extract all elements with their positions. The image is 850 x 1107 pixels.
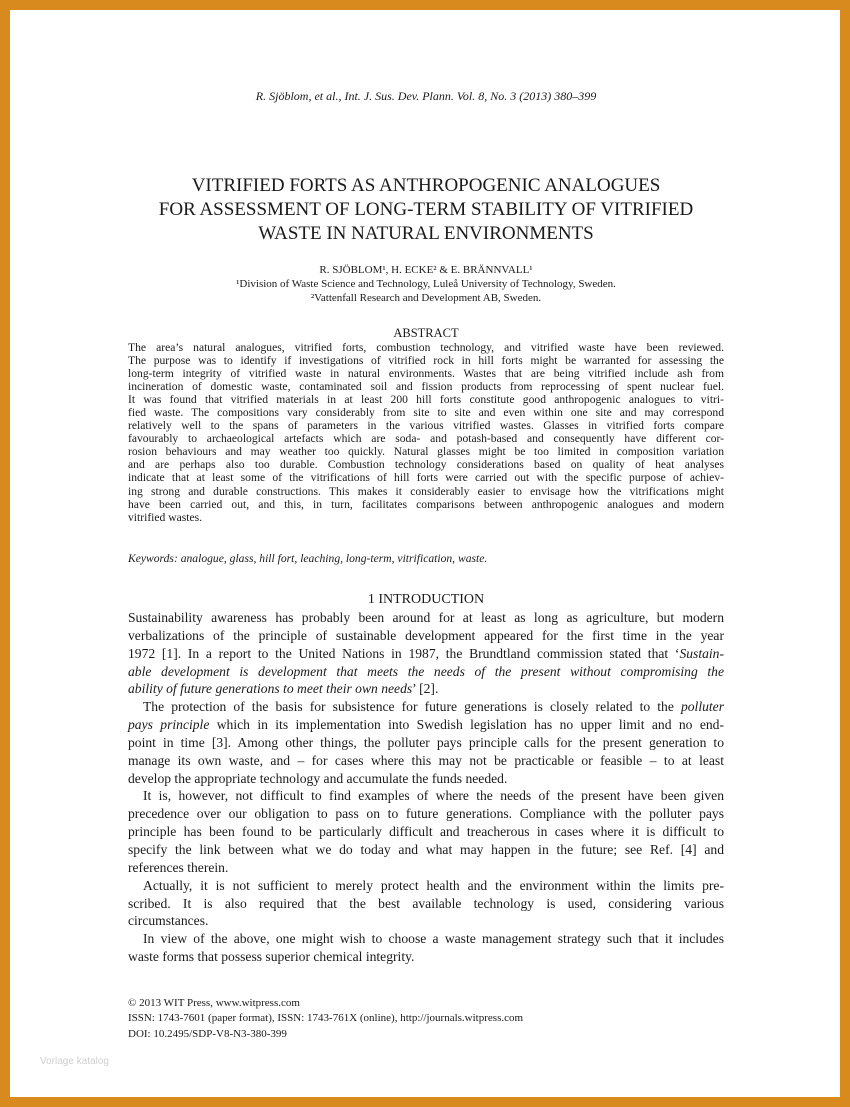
abstract-line: The area’s natural analogues, vitrified forts, combustion technology, and vitrified waste have been reviewed. (128, 341, 724, 354)
abstract-heading: ABSTRACT (393, 326, 459, 340)
body-line: scribed. It is also required that the best available technology is used, considering various (128, 895, 724, 911)
body-line: precedence over our obligation to pass on to future generations. Compliance with the polluter pays (128, 806, 724, 822)
body-fragment: ’ [2]. (412, 681, 439, 697)
running-head: R. Sjöblom, et al., Int. J. Sus. Dev. Plann. Vol. 8, No. 3 (2013) 380–399 (255, 89, 597, 103)
title-line: FOR ASSESSMENT OF LONG-TERM STABILITY OF VITRIFIED (158, 199, 694, 220)
body-line: manage its own waste, and – for cases where this may not be practicable or feasible – to at least (128, 752, 724, 768)
body-line: specify the link between what we do today and what may happen in the future; see Ref. [4] and (128, 841, 724, 857)
watermark: Vorlage katalog (40, 1056, 109, 1067)
term-fragment: polluter (680, 699, 724, 715)
body-line: waste forms that possess superior chemical integrity. (128, 949, 415, 965)
body-line: develop the appropriate technology and accumulate the funds needed. (128, 770, 508, 786)
body-fragment: The protection of the basis for subsistence for future generations is closely related to the (143, 699, 681, 715)
body-text (128, 609, 724, 966)
abstract-line: incineration of domestic waste, contaminated soil and fission products from reprocessing of spent nuclear fuel. (128, 380, 724, 394)
quote-fragment: ability of future generations to meet their own needs (128, 681, 413, 697)
affiliation: ²Vattenfall Research and Development AB, Sweden. (310, 292, 542, 304)
doi-line: DOI: 10.2495/SDP-V8-N3-380-399 (128, 1027, 287, 1040)
body-line (128, 716, 724, 734)
abstract-line: relatively well to the spans of parameters in the various vitrified wastes. Glasses in vitrified forts compare (128, 419, 724, 433)
abstract-line: rosion behaviours and may weather too quickly. Natural glasses might be too limited in composition variation (128, 445, 724, 459)
body-line: references therein. (128, 859, 229, 875)
body-line: circumstances. (128, 913, 209, 929)
body-line: In view of the above, one might wish to choose a waste management strategy such that it includes (143, 931, 724, 947)
body-line (128, 698, 724, 716)
author-names: R. SJÖBLOM¹, H. ECKE² & E. BRÄNNVALL¹ (319, 264, 533, 276)
section-heading-introduction: 1 INTRODUCTION (367, 592, 485, 607)
abstract-line: fied waste. The compositions vary considerably from site to site and even within one site and may correspond (128, 406, 724, 420)
body-fragment: which in its implementation into Swedish legislation has no upper limit and no end- (209, 717, 725, 733)
body-fragment: 1972 [1]. In a report to the United Nations in 1987, the Brundtland commission stated that ‘ (128, 645, 680, 661)
abstract-line: ing strong and durable constructions. This makes it considerably easier to envisage how the vitrifications might (128, 484, 724, 498)
abstract-line: have been carried out, and this, in turn, facilitates comparisons between anthropogenic analogues and modern (128, 497, 724, 511)
quote-line: able development is development that meets the needs of the present without compromising the (128, 663, 724, 679)
body-line: point in time [3]. Among other things, the polluter pays principle calls for the present generation to (128, 734, 724, 750)
body-line: It is, however, not difficult to find examples of where the needs of the present have been given (143, 788, 724, 804)
affiliation: ¹Division of Waste Science and Technology, Luleå University of Technology, Sweden. (236, 278, 616, 290)
issn-line: ISSN: 1743-7601 (paper format), ISSN: 1743-761X (online), http://journals.witpress.com (128, 1012, 524, 1025)
title-line: WASTE IN NATURAL ENVIRONMENTS (258, 223, 594, 244)
paper-title (128, 174, 724, 246)
quote-fragment: Sustain- (679, 645, 724, 661)
body-line (128, 680, 724, 698)
abstract-line: and are perhaps also too durable. Combustion technology considerations based on quality of heat analyses (128, 458, 724, 472)
copyright-footer (128, 996, 724, 1042)
body-line (128, 645, 724, 663)
body-line: Sustainability awareness has probably been around for at least as long as agriculture, but modern (128, 610, 724, 625)
abstract-text (128, 341, 724, 524)
body-line: verbalizations of the principle of sustainable development appeared for the first time in the year (128, 627, 724, 643)
abstract-line: The purpose was to identify if investigations of vitrified rock in hill forts might be warranted for assessing the (128, 354, 724, 368)
author-block (128, 263, 724, 305)
term-fragment: pays principle (128, 717, 210, 733)
abstract-line: long-term integrity of vitrified waste in natural environments. Wastes that are being vitrified include ash from (128, 367, 724, 381)
abstract-line: vitrified wastes. (128, 510, 203, 524)
abstract-line: indicate that at least some of the vitrifications of hill forts were carried out with the specific purpose of achiev- (128, 471, 724, 485)
copyright-line: © 2013 WIT Press, www.witpress.com (128, 997, 300, 1009)
abstract-line: favourably to archaeological artefacts which are soda- and potash-based and consequently have different cor- (128, 432, 724, 446)
abstract-line: It was found that vitrified materials in at least 200 hill forts constitute good anthropogenic analogues to vitri- (128, 393, 724, 407)
body-line: principle has been found to be particularly difficult and treacherous in cases where it is difficult to (128, 824, 724, 840)
title-line: VITRIFIED FORTS AS ANTHROPOGENIC ANALOGUES (191, 175, 661, 196)
keywords: Keywords: analogue, glass, hill fort, leaching, long-term, vitrification, waste. (128, 552, 488, 565)
body-line: Actually, it is not sufficient to merely protect health and the environment within the limits pre- (143, 877, 724, 893)
